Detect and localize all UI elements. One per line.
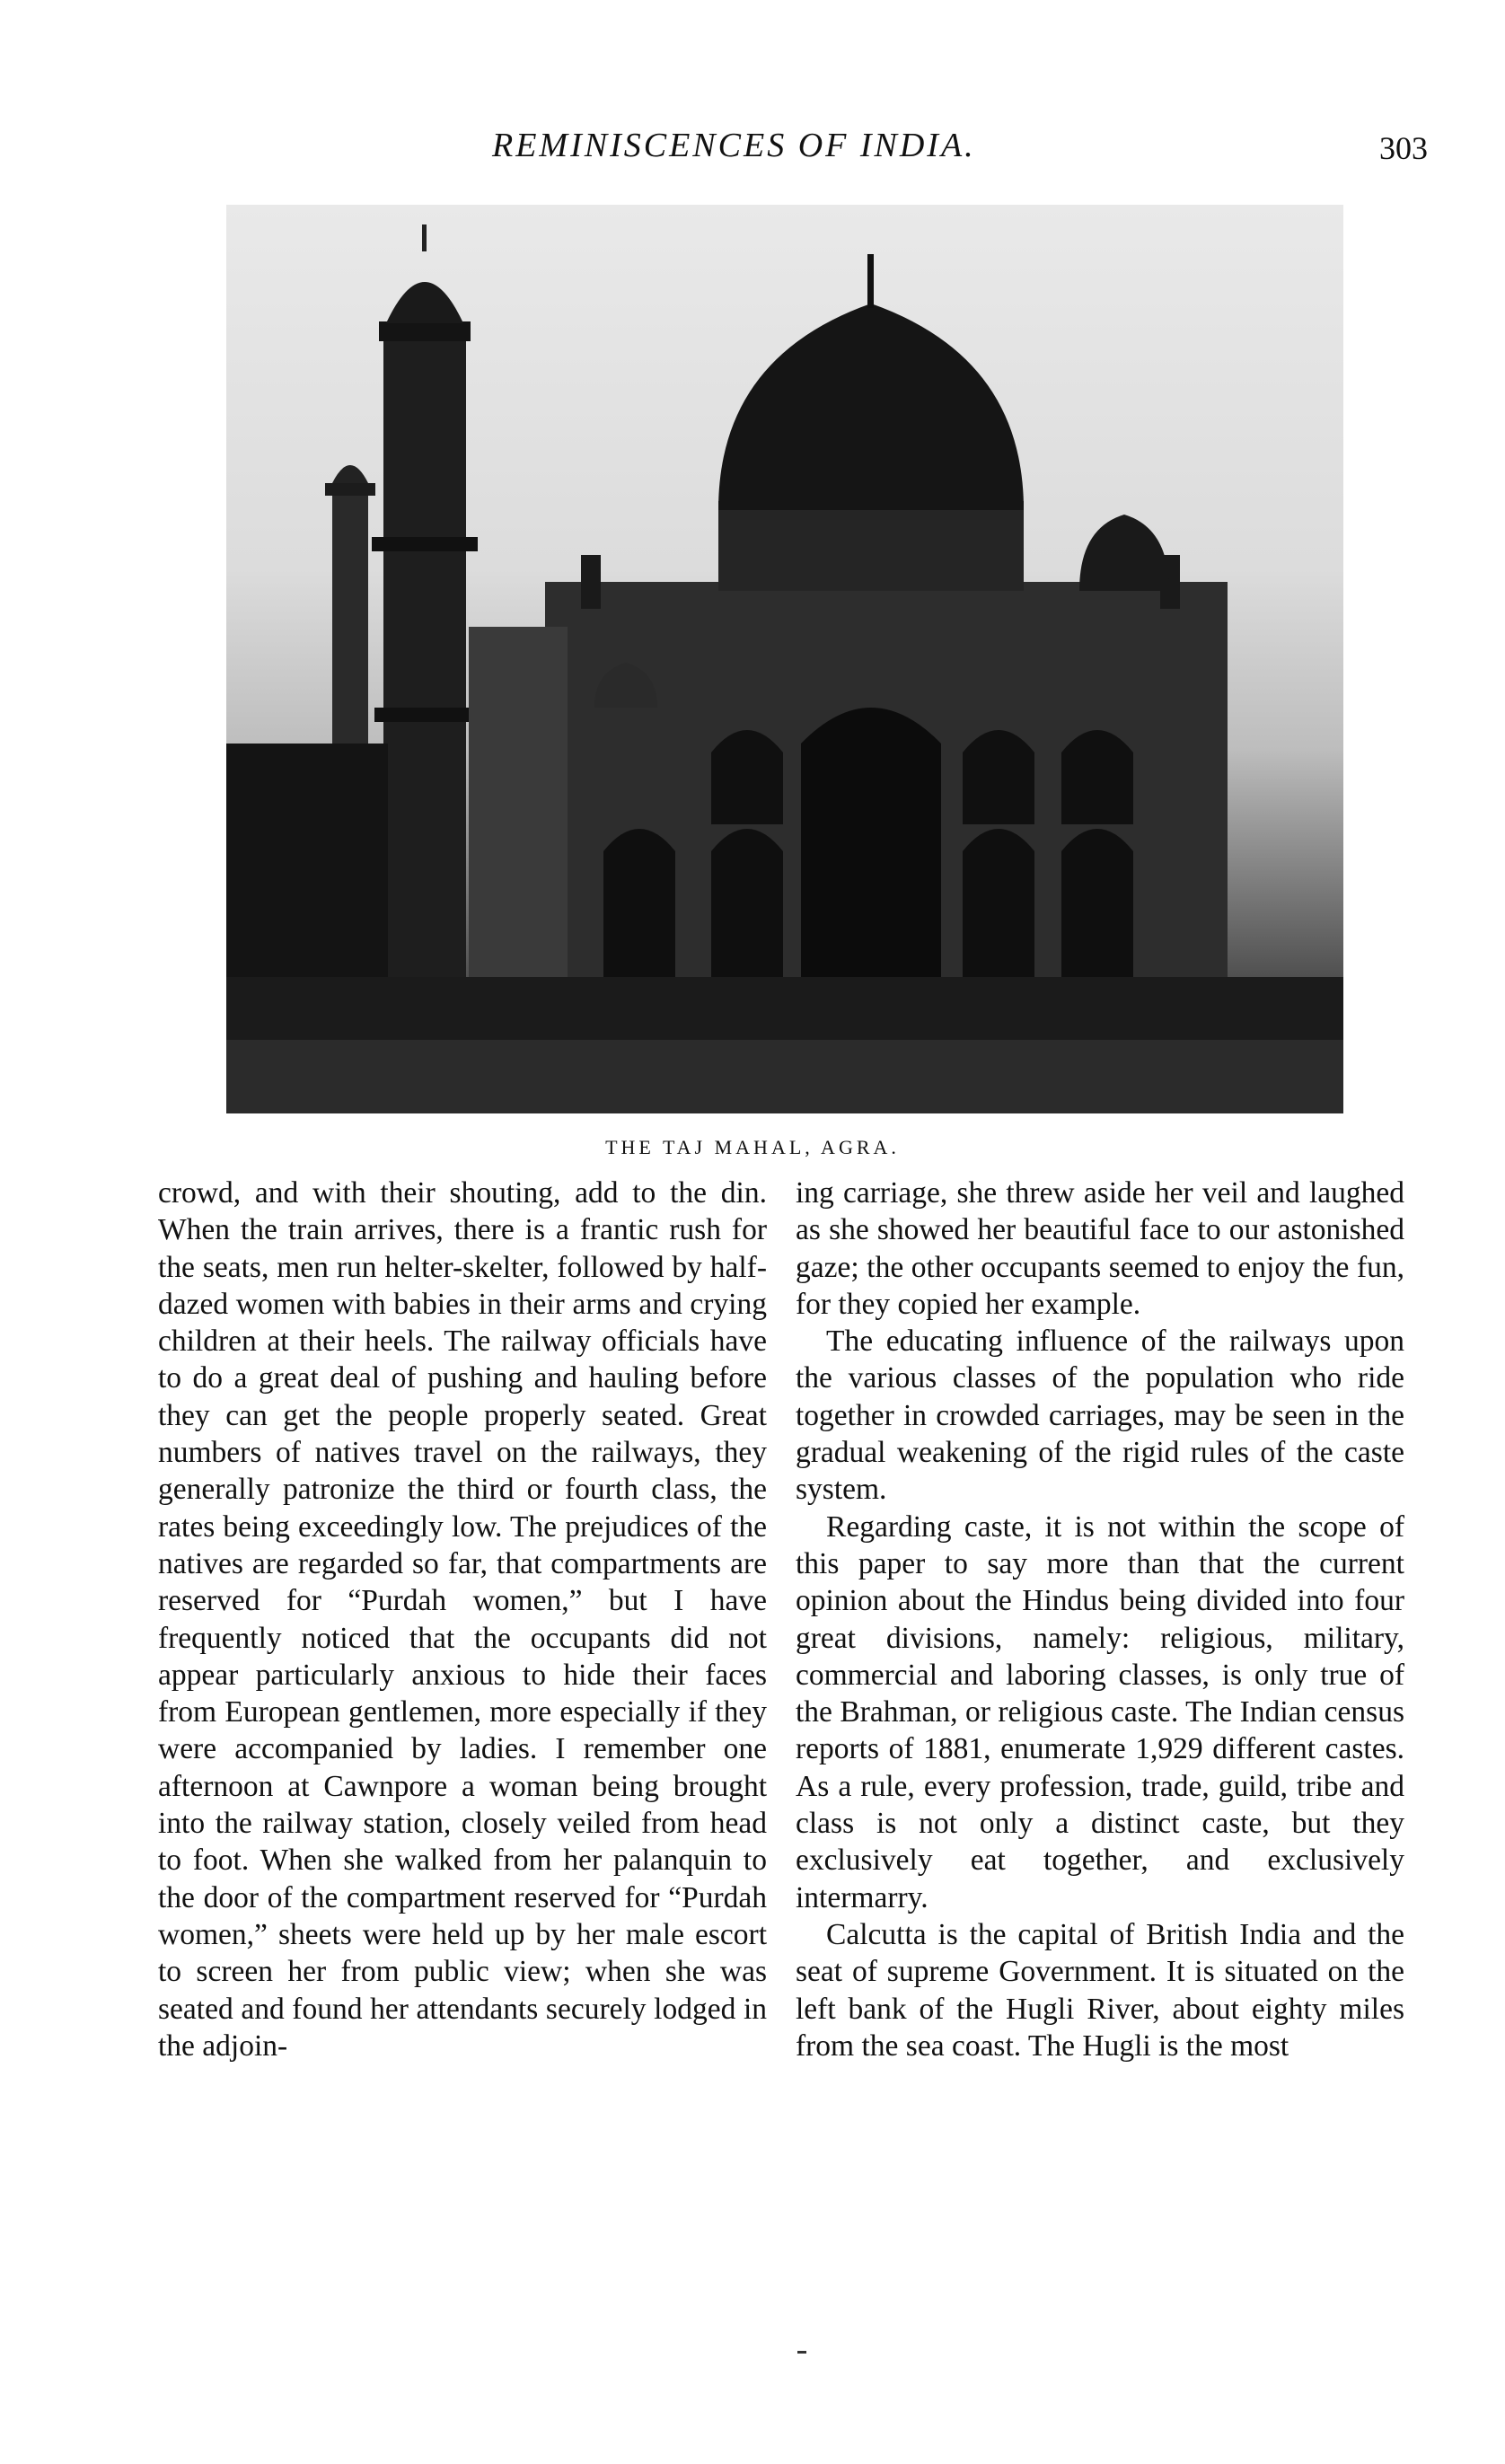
paragraph: Regarding caste, it is not within the scope of this paper to say more than that the current opinion about the Hindus being divided into four great divisions, namely: religious, military, commercial and laboring classes, is only true of the Brahman, or religious caste. The Indian census reports of 1881, enumerate 1,929 different castes. As a rule, every profession, trade, guild, tribe and class is not only a distinct caste, but they exclusively eat together, and exclusively intermarry. <box>796 1509 1404 1914</box>
taj-mahal-photograph <box>226 205 1343 1113</box>
paragraph: crowd, and with their shouting, add to the din. When the train arrives, there is a frantic rush for the seats, men run helter-skelter, followed by half-dazed women with babies in their arms and crying children at their heels. The railway officials have to do a great deal of pushing and hauling before they can get the people properly seated. Great numbers of natives travel on the railways, they generally patronize the third or fourth class, the rates being exceedingly low. The prejudices of the natives are regarded so far, that compartments are reserved for “Purdah women,” but I have frequently noticed that the occupants did not appear particularly anxious to hide their faces from European gentlemen, more especially if they were accompanied by ladies. I remember one afternoon at Cawnpore a woman being brought into the railway station, closely veiled from head to foot. When she walked from her palanquin to the door of the compartment reserved for “Purdah women,” sheets were held up by her male escort to screen her from public view; when she was seated and found her attendants securely lodged in the adjoin- <box>158 1176 767 2063</box>
page-header <box>0 126 1505 180</box>
running-title: REMINISCENCES OF INDIA. <box>492 127 976 164</box>
right-text-column <box>796 1175 1404 2064</box>
page-number: 303 <box>1379 130 1428 166</box>
paragraph: Calcutta is the capital of British India and the seat of supreme Government. It is situated on the left bank of the Hugli River, about eighty miles from the sea coast. The Hugli is the most <box>796 1917 1404 2063</box>
figure-caption: THE TAJ MAHAL, AGRA. <box>605 1136 900 1158</box>
paragraph: ing carriage, she threw aside her veil and laughed as she showed her beautiful face to our astonished gaze; the other occupants seemed to enjoy the fun, for they copied her example. <box>796 1176 1404 1321</box>
paragraph: The educating influence of the railways upon the various classes of the population who ride together in crowded carriages, may be seen in the gradual weakening of the rigid rules of the caste system. <box>796 1324 1404 1507</box>
left-text-column <box>158 1175 767 2064</box>
print-mark <box>797 2351 806 2354</box>
taj-mahal-illustration <box>226 205 1343 1113</box>
